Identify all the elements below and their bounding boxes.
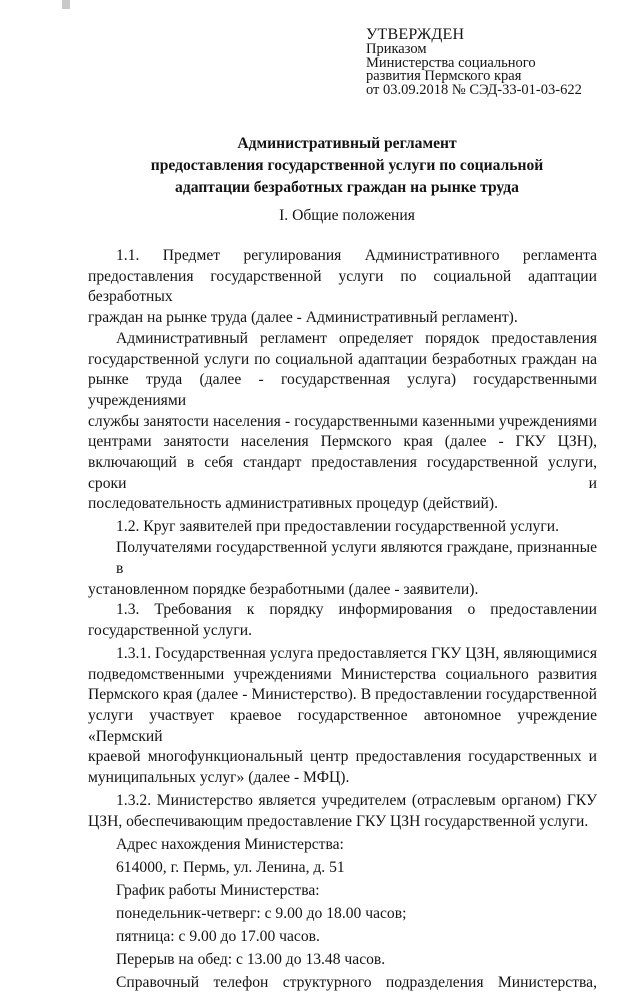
body-line: предоставления государственной услуги по социальной адаптации безработных <box>88 267 597 306</box>
body-line: 1.2. Круг заявителей при предоставлении государственной услуги. <box>116 518 559 536</box>
body-line: установленном порядке безработными (далее - заявители). <box>88 580 479 598</box>
body-line: услуги участвует краевое государственное автономное учреждение «Пермский <box>88 707 597 745</box>
body-line: государственной услуги. <box>88 621 252 639</box>
approval-stamp <box>366 26 582 97</box>
body-line: 1.1. Предмет регулирования Административного регламента <box>116 247 597 264</box>
approval-line: Министерства социального <box>366 54 536 71</box>
body-line: включающий в себя стандарт предоставления государственной услуги, сроки и <box>88 454 597 492</box>
scan-artifact <box>62 0 70 9</box>
body-line: муниципальных услуг» (далее - МФЦ). <box>88 769 350 787</box>
document-body <box>88 246 597 994</box>
body-line: ЦЗН, обеспечивающим предоставление ГКУ ЦЗН государственной услуги. <box>88 812 589 830</box>
body-line: пятница: с 9.00 до 17.00 часов. <box>116 927 320 945</box>
body-line: Справочный телефон структурного подразделения Министерства, <box>116 973 597 991</box>
title-line: Административный регламент <box>237 135 457 152</box>
body-line: График работы Министерства: <box>116 881 320 899</box>
body-line: центрами занятости населения Пермского края (далее - ГКУ ЦЗН), <box>88 433 597 451</box>
body-line: граждан на рынке труда (далее - Административный регламент). <box>88 309 518 327</box>
body-line: службы занятости населения - государственными казенными учреждениями <box>88 412 597 430</box>
body-line: подведомственными учреждениями Министерства социального развития <box>88 665 597 683</box>
body-line: Административный регламент определяет порядок предоставления <box>116 329 597 347</box>
body-line: 1.3.2. Министерство является учредителем (отраслевым органом) ГКУ <box>116 792 597 810</box>
body-line: Получателями государственной услуги являются граждане, признанные в <box>116 539 597 577</box>
body-line: рынке труда (далее - государственная услуга) государственными учреждениями <box>88 371 597 409</box>
approval-line: от 03.09.2018 № СЭД-33-01-03-622 <box>366 81 582 98</box>
approval-heading: УТВЕРЖДЕН <box>366 26 465 43</box>
body-line: 614000, г. Пермь, ул. Ленина, д. 51 <box>116 858 345 876</box>
approval-line: развития Пермского края <box>366 68 522 84</box>
body-line: Пермского края (далее - Министерство). В предоставлении государственной <box>88 686 597 704</box>
section-heading: I. Общие положения <box>279 207 415 224</box>
body-line: понедельник-четверг: с 9.00 до 18.00 часов; <box>116 904 407 922</box>
title-line: адаптации безработных граждан на рынке труда <box>175 179 519 196</box>
body-line: Перерыв на обед: с 13.00 до 13.48 часов. <box>116 950 386 968</box>
body-line: государственной услуги по социальной адаптации безработных граждан на <box>88 350 597 368</box>
body-line: 1.3.1. Государственная услуга предоставляется ГКУ ЦЗН, являющимися <box>116 644 597 662</box>
body-line: последовательность административных процедур (действий). <box>88 495 498 513</box>
document-title <box>88 133 606 199</box>
body-line: Адрес нахождения Министерства: <box>116 835 344 853</box>
approval-line: Приказом <box>366 41 427 57</box>
body-line: краевой многофункциональный центр предоставления государственных и <box>88 748 597 766</box>
title-line: предоставления государственной услуги по социальной <box>150 157 544 174</box>
body-line: 1.3. Требования к порядку информирования о предоставлении <box>116 601 597 619</box>
